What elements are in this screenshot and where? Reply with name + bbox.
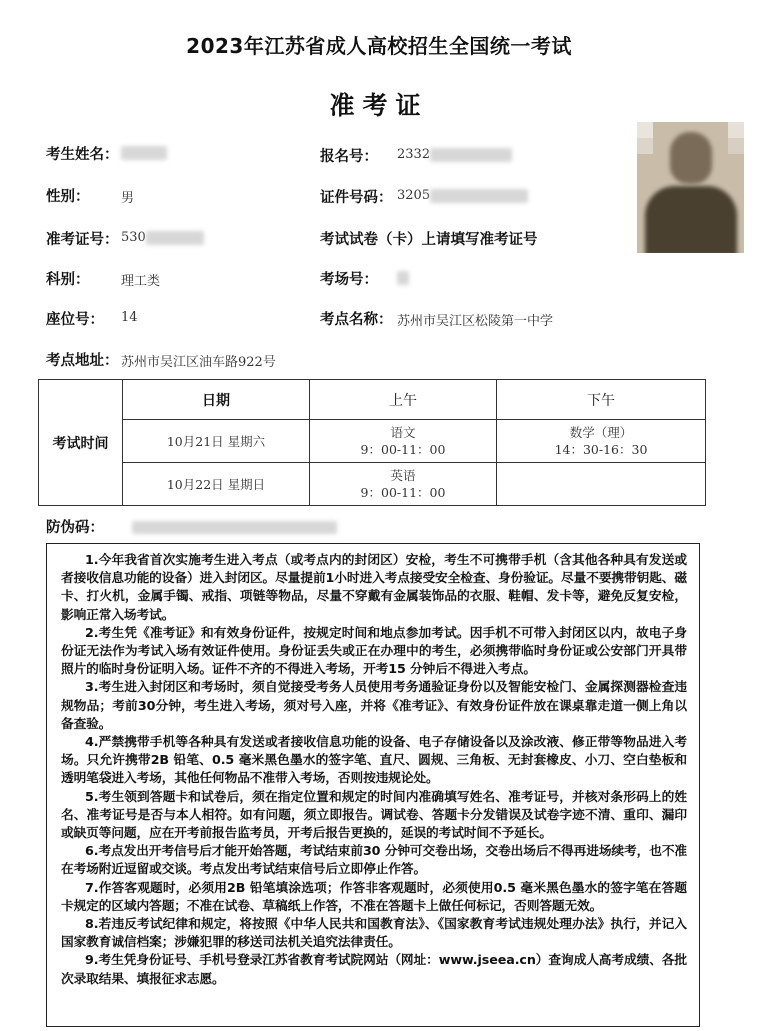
name-value	[121, 145, 167, 160]
rule-item: 9.考生凭身份证号、手机号登录江苏省教育考试院网站（网址：www.jseea.cn）查询成人高考成绩、各批次录取结果、填报征求志愿。	[61, 952, 687, 986]
morning-session	[310, 463, 497, 506]
candidate-photo	[637, 122, 744, 253]
rule-item: 3.考生进入封闭区和考场时，须自觉接受考务人员使用考务通验证身份以及智能安检门、金属探测器检查违规物品；考前30分钟，考生进入考场，须对号入座，并将《准考证》、有效身份证件放在课桌靠走道一侧上角以备查验。	[61, 679, 687, 731]
date-column-header: 日期	[123, 380, 310, 420]
afternoon-session	[497, 463, 706, 506]
ticket-number-label: 准考证号：	[46, 232, 119, 248]
rule-item: 5.考生领到答题卡和试卷后，须在指定位置和规定的时间内准确填写姓名、准考证号，并核对条形码上的姓名、准考证号是否与本人相符。如有问题，须立即报告。调试卷、答题卡分发错误及试卷字迹不清、重印、漏印或缺页等问题，应在开考前报告监考员，开考后报告更换的，延误的考试时间不予延长。	[61, 788, 687, 841]
session-time: 9：00-11：00	[360, 485, 446, 500]
rule-item: 2.考生凭《准考证》和有效身份证件，按规定时间和地点参加考试。因手机不可带入封闭区以内，故电子身份证无法作为考试入场有效证件使用。身份证丢失或正在办理中的考生，必须携带临时身份证或公安部门开具带照片的临时身份证明入场。证件不齐的不得进入考场，开考15 分钟后不得进入考点。	[61, 624, 687, 677]
id-number-value: 3205	[397, 188, 528, 203]
exam-schedule-table	[38, 379, 706, 506]
morning-column-header: 上午	[310, 380, 497, 420]
exam-room-value	[397, 270, 409, 285]
ticket-number-value: 530	[121, 230, 204, 245]
schedule-date: 10月21日 星期六	[123, 420, 310, 463]
subject-name: 英语	[390, 468, 416, 483]
gender-value: 男	[121, 191, 135, 206]
exam-address-value: 苏州市吴江区油车路922号	[121, 355, 276, 370]
rule-item: 7.作答客观题时，必须用2B 铅笔填涂选项；作答非客观题时，必须使用0.5 毫米黑色墨水的签字笔在答题卡规定的区域内答题；不准在试卷、草稿纸上作答，不准在答题卡上做任何标记，否则答题无效。	[61, 879, 687, 913]
schedule-row	[39, 463, 706, 506]
exam-site-label: 考点名称：	[320, 312, 393, 328]
registration-value: 2332	[397, 147, 512, 162]
seat-value: 14	[121, 310, 138, 325]
fill-ticket-note: 考试试卷（卡）上请填写准考证号	[320, 232, 538, 248]
rule-item: 4.严禁携带手机等各种具有发送或者接收信息功能的设备、电子存储设备以及涂改液、修正带等物品进入考场。只允许携带2B 铅笔、0.5 毫米黑色墨水的签字笔、直尺、圆规、三角板、无封套橡皮、小刀、空白垫板和透明笔袋进入考场，其他任何物品不准带入考场，否则按违规论处。	[61, 734, 687, 786]
rule-item: 1.今年我省首次实施考生进入考点（或考点内的封闭区）安检，考生不可携带手机（含其他各种具有发送或者接收信息功能的设备）进入封闭区。尽量提前1小时进入考点接受安全检查、身份验证。尽量不要携带钥匙、磁卡、打火机，金属手镯、戒指、项链等物品，尽量不穿戴有金属装饰品的衣服、鞋帽、发卡等，避免反复安检，影响正常入场考试。	[61, 552, 687, 622]
rule-item: 8.若违反考试纪律和规定，将按照《中华人民共和国教育法》、《国家教育考试违规处理办法》执行，并记入国家教育诚信档案；涉嫌犯罪的移送司法机关追究法律责任。	[61, 916, 687, 950]
schedule-header-row	[39, 380, 706, 420]
category-value: 理工类	[121, 274, 161, 289]
afternoon-session	[497, 420, 706, 463]
session-time: 14：30-16：30	[554, 442, 648, 457]
rule-item: 6.考点发出开考信号后才能开始答题，考试结束前30 分钟可交卷出场，交卷出场后不得再进场续考，也不准在考场附近逗留或交谈。考点发出考试结束信号后立即停止作答。	[61, 843, 687, 877]
seat-label: 座位号：	[46, 312, 104, 328]
category-label: 科别：	[46, 272, 90, 288]
exam-address-label: 考点地址：	[46, 353, 119, 369]
anti-counterfeit-label: 防伪码：	[46, 520, 104, 536]
schedule-date: 10月22日 星期日	[123, 463, 310, 506]
id-number-label: 证件号码：	[320, 190, 393, 206]
session-time: 9：00-11：00	[360, 442, 446, 457]
document-title: 2023年江苏省成人高校招生全国统一考试	[186, 34, 572, 58]
document-subtitle: 准考证	[329, 91, 429, 120]
subject-name: 语文	[390, 425, 416, 440]
name-label: 考生姓名：	[46, 147, 119, 163]
morning-session	[310, 420, 497, 463]
exam-time-header: 考试时间	[39, 380, 123, 506]
exam-room-label: 考场号：	[320, 272, 378, 288]
exam-rules-box	[46, 543, 700, 1027]
registration-label: 报名号：	[320, 149, 378, 165]
exam-site-value: 苏州市吴江区松陵第一中学	[397, 314, 554, 329]
anti-counterfeit-code	[132, 517, 337, 536]
subject-name: 数学（理）	[569, 425, 633, 440]
schedule-row	[39, 420, 706, 463]
gender-label: 性别：	[46, 189, 90, 205]
afternoon-column-header: 下午	[497, 380, 706, 420]
